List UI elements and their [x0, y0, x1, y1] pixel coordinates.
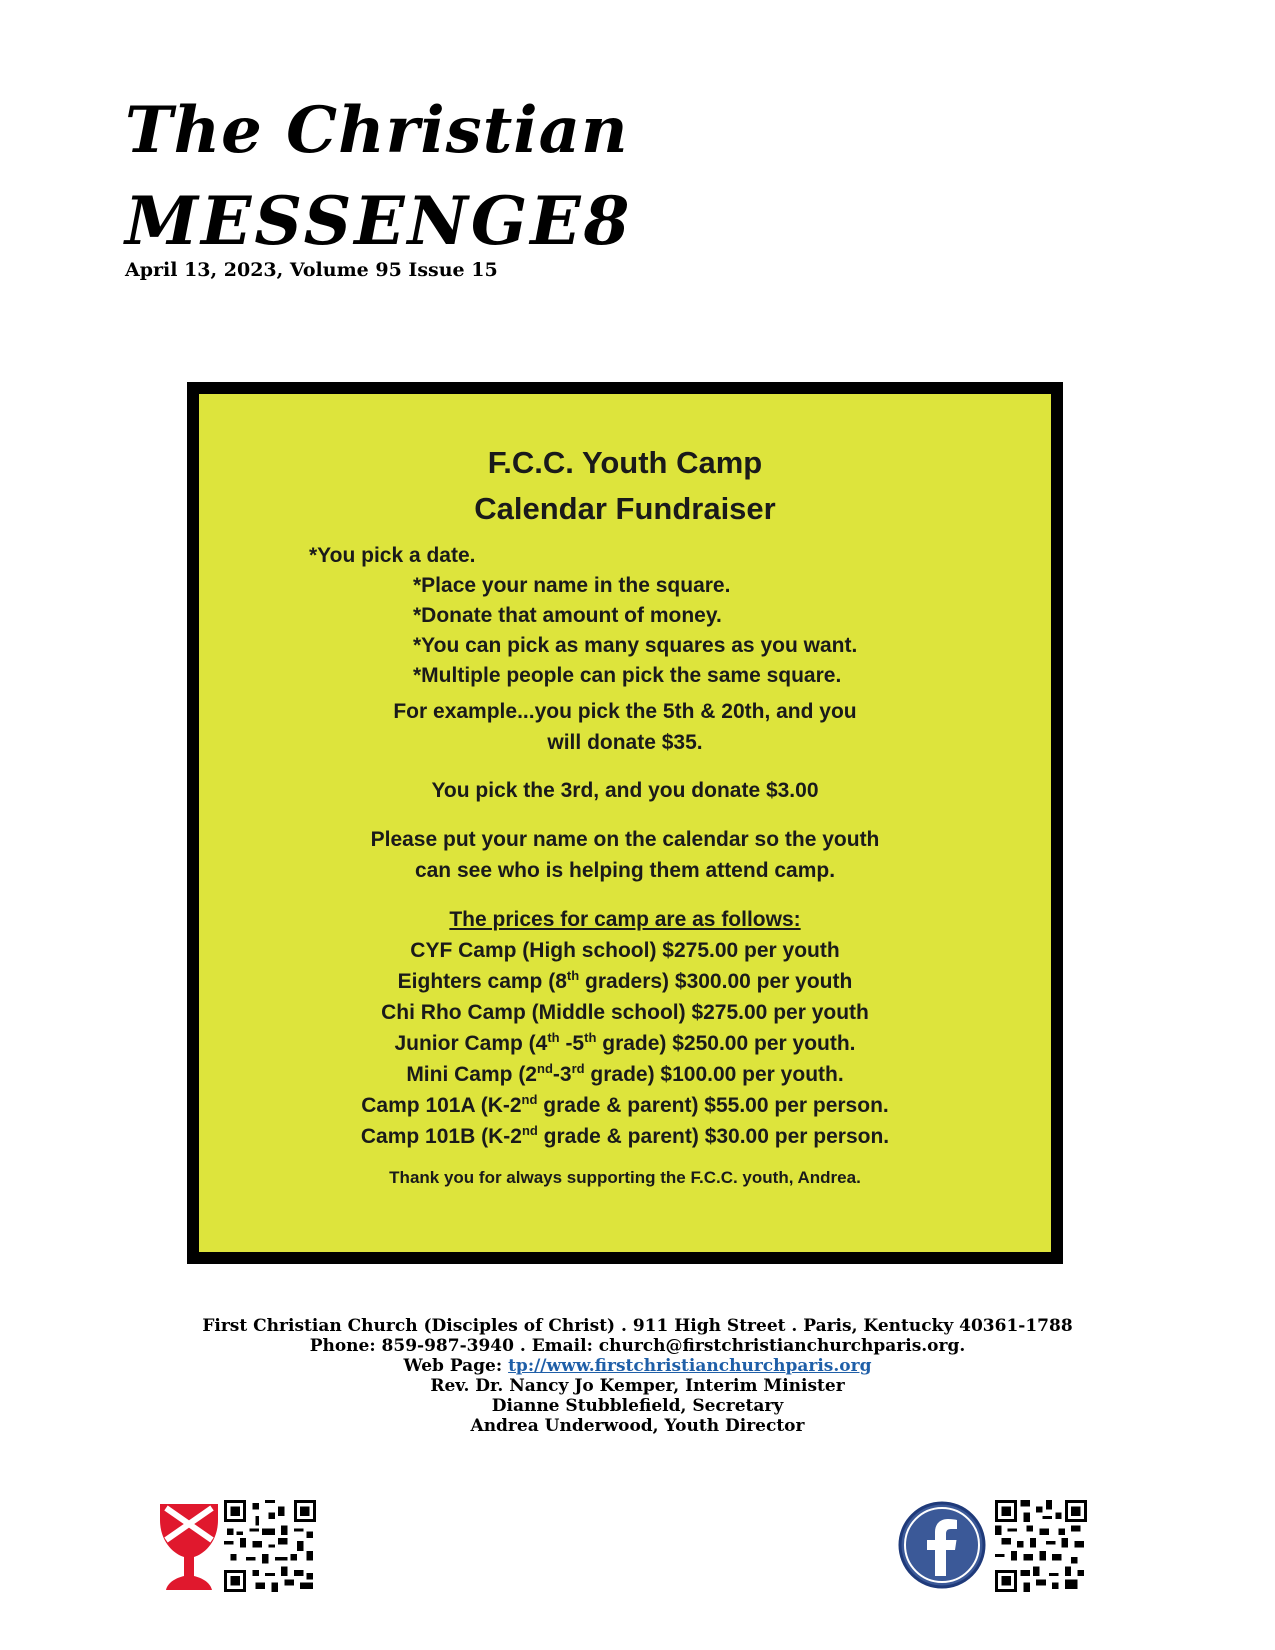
prices-heading: The prices for camp are as follows:	[449, 908, 801, 931]
please-line2: can see who is helping them attend camp.	[414, 859, 836, 882]
church-contact: Phone: 859-987-3940 . Email: church@firstchristianchurchparis.org.	[309, 1336, 966, 1356]
example2-text: You pick the 3rd, and you donate $3.00	[431, 779, 819, 802]
contact-footer	[0, 1316, 1275, 1436]
web-page-line: Web Page: tp://www.firstchristianchurchparis.org	[403, 1356, 872, 1376]
church-address: First Christian Church (Disciples of Christ) . 911 High Street . Paris, Kentucky 40361-1788	[202, 1316, 1073, 1336]
newsletter-title-line1: The Christian	[125, 93, 629, 168]
please-text	[199, 824, 1051, 886]
minister-line: Rev. Dr. Nancy Jo Kemper, Interim Minister	[430, 1376, 845, 1396]
example-line2: will donate $35.	[547, 731, 703, 754]
youth-director-line: Andrea Underwood, Youth Director	[470, 1416, 805, 1436]
website-link[interactable]: tp://www.firstchristianchurchparis.org	[508, 1356, 872, 1376]
price-cyf: CYF Camp (High school) $275.00 per youth	[410, 939, 840, 962]
rule-item: *You can pick as many squares as you want.	[413, 634, 858, 657]
price-camp101a: Camp 101A (K-2nd grade & parent) $55.00 per person.	[361, 1092, 889, 1117]
flyer-title-line1: F.C.C. Youth Camp	[487, 445, 763, 480]
newsletter-title-line2: MESSENGE8	[125, 182, 633, 260]
rule-item: *Multiple people can pick the same square.	[413, 664, 842, 687]
flyer-title-line2: Calendar Fundraiser	[474, 491, 776, 526]
example-text	[199, 696, 1051, 758]
thanks-note: Thank you for always supporting the F.C.C. youth, Andrea.	[389, 1168, 861, 1187]
secretary-line: Dianne Stubblefield, Secretary	[491, 1396, 784, 1416]
example-line1: For example...you pick the 5th & 20th, and you	[393, 700, 857, 723]
rule-item: *You pick a date.	[309, 544, 476, 567]
flyer-title	[199, 440, 1051, 532]
price-camp101b: Camp 101B (K-2nd grade & parent) $30.00 per person.	[360, 1123, 890, 1148]
price-mini: Mini Camp (2nd-3rd grade) $100.00 per youth.	[406, 1061, 844, 1086]
qr-code-icon	[995, 1500, 1087, 1592]
fundraiser-flyer	[187, 382, 1063, 1264]
prices-list	[199, 904, 1051, 1152]
rule-item: *Place your name in the square.	[413, 574, 731, 597]
chalice-logo-icon	[158, 1502, 220, 1592]
price-chirho: Chi Rho Camp (Middle school) $275.00 per youth	[381, 1001, 869, 1024]
price-junior: Junior Camp (4th -5th grade) $250.00 per youth.	[394, 1030, 856, 1055]
price-eighters: Eighters camp (8th graders) $300.00 per youth	[397, 968, 853, 993]
masthead	[125, 95, 632, 281]
facebook-icon	[897, 1500, 987, 1590]
rule-item: *Donate that amount of money.	[413, 604, 722, 627]
please-line1: Please put your name on the calendar so the youth	[370, 828, 880, 851]
issue-date: April 13, 2023, Volume 95 Issue 15	[125, 259, 498, 281]
qr-code-icon	[224, 1500, 316, 1592]
